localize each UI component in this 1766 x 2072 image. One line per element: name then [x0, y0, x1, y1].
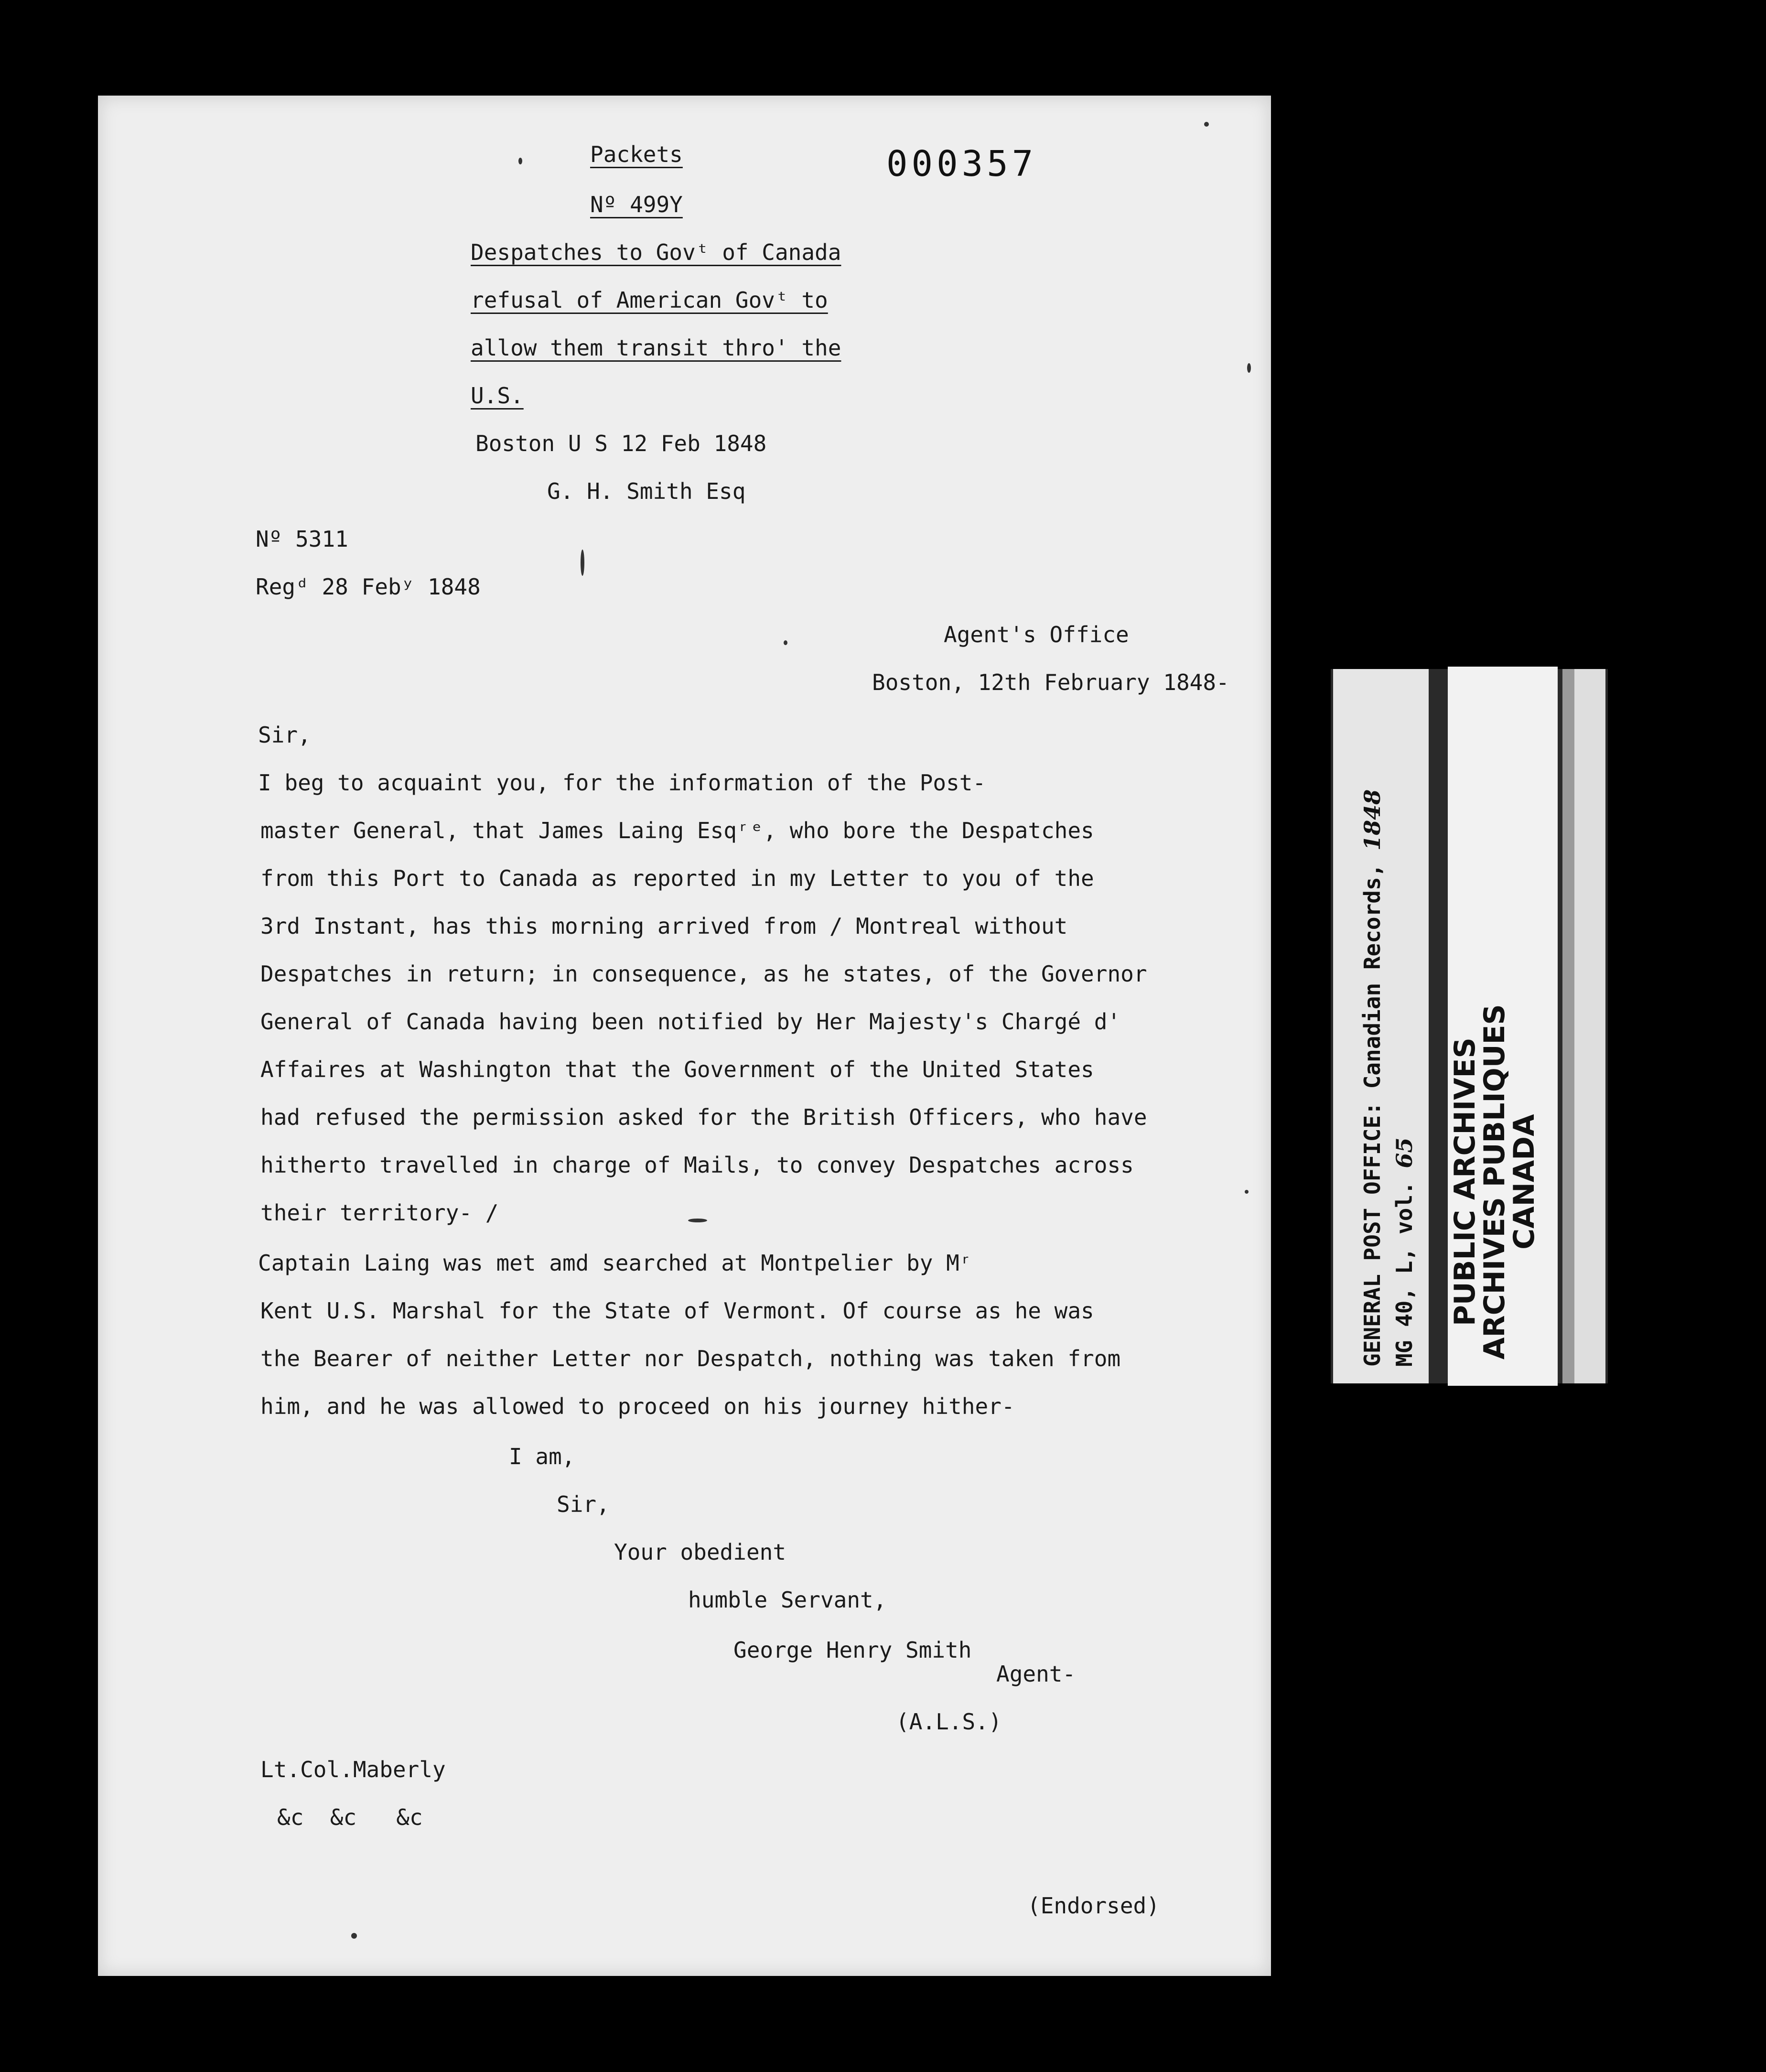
- header-from: G. H. Smith Esq: [547, 478, 746, 504]
- body-line: the Bearer of neither Letter nor Despatch, nothing was taken from: [260, 1346, 1121, 1371]
- archive-records-line: GENERAL POST OFFICE: Canadian Records, 1848: [1359, 789, 1385, 1367]
- institution-line: ARCHIVES PUBLIQUES: [1478, 1004, 1511, 1360]
- body-line: General of Canada having been notified by Her Majesty's Chargé d': [260, 1009, 1121, 1035]
- body-line: him, and he was allowed to proceed on his journey hither-: [260, 1393, 1015, 1419]
- institution-line: CANADA: [1508, 1114, 1541, 1250]
- header-place-date: Boston U S 12 Feb 1848: [475, 431, 767, 456]
- body-line: Despatches in return; in consequence, as he states, of the Governor: [260, 961, 1147, 987]
- registry-number: Nº 5311: [256, 526, 348, 552]
- handwritten-volume: 65: [1391, 1137, 1417, 1168]
- closing-line: humble Servant,: [688, 1587, 887, 1613]
- body-line: master General, that James Laing Esqʳᵉ, who bore the Despatches: [260, 818, 1094, 843]
- ink-speck: [1204, 122, 1209, 127]
- ink-speck: [518, 158, 522, 164]
- letterhead-office: Agent's Office: [944, 622, 1129, 648]
- letter-sheet: [98, 96, 1271, 1976]
- institution-line: PUBLIC ARCHIVES: [1448, 1037, 1482, 1327]
- addressee-name: Lt.Col.Maberly: [260, 1757, 446, 1782]
- body-line: Captain Laing was met amd searched at Montpelier by Mʳ: [258, 1250, 973, 1276]
- ink-speck: [1245, 1190, 1249, 1194]
- body-line: hitherto travelled in charge of Mails, to convey Despatches across: [260, 1152, 1134, 1178]
- header-number: Nº 499Y: [590, 192, 683, 217]
- signature-note: (A.L.S.): [896, 1709, 1002, 1735]
- closing-line: Sir,: [557, 1491, 610, 1517]
- body-line: had refused the permission asked for the British Officers, who have: [260, 1104, 1147, 1130]
- subject-line: refusal of American Govᵗ to: [471, 287, 828, 313]
- body-line: from this Port to Canada as reported in my Letter to you of the: [260, 865, 1094, 891]
- body-line: Kent U.S. Marshal for the State of Vermont. Of course as he was: [260, 1298, 1094, 1324]
- endorsed-note: (Endorsed): [1027, 1893, 1160, 1919]
- archive-label-edge: [1574, 669, 1605, 1383]
- closing-line: Your obedient: [614, 1539, 786, 1565]
- category-heading: Packets: [590, 141, 683, 167]
- closing-line: I am,: [509, 1444, 575, 1469]
- letterhead-date: Boston, 12th February 1848-: [872, 669, 1229, 695]
- archive-label-divider: [1562, 669, 1574, 1383]
- body-line: 3rd Instant, has this morning arrived from / Montreal without: [260, 913, 1068, 939]
- subject-line: Despatches to Govᵗ of Canada: [471, 239, 841, 265]
- addressee-etc: &c &c &c: [277, 1804, 423, 1830]
- reference-stamp: 000357: [886, 143, 1037, 184]
- subject-line: U.S.: [471, 383, 524, 409]
- salutation: Sir,: [258, 722, 311, 748]
- subject-line: allow them transit thro' the: [471, 335, 841, 361]
- archive-institution: [1450, 1004, 1539, 1360]
- signer-title: Agent-: [996, 1661, 1076, 1687]
- ink-speck: [688, 1219, 707, 1222]
- ink-speck: [784, 640, 787, 645]
- ink-speck: [581, 550, 584, 576]
- signature: George Henry Smith: [733, 1637, 972, 1663]
- ink-speck: [1247, 363, 1251, 373]
- body-line: Affaires at Washington that the Government of the United States: [260, 1057, 1094, 1082]
- archive-volume-line: MG 40, L, vol. 65: [1391, 1137, 1417, 1367]
- handwritten-year: 1848: [1359, 789, 1385, 851]
- registry-date: Regᵈ 28 Febʸ 1848: [256, 574, 481, 600]
- body-line: I beg to acquaint you, for the information of the Post-: [258, 770, 986, 796]
- ink-speck: [351, 1933, 357, 1939]
- body-line: their territory- /: [260, 1200, 499, 1226]
